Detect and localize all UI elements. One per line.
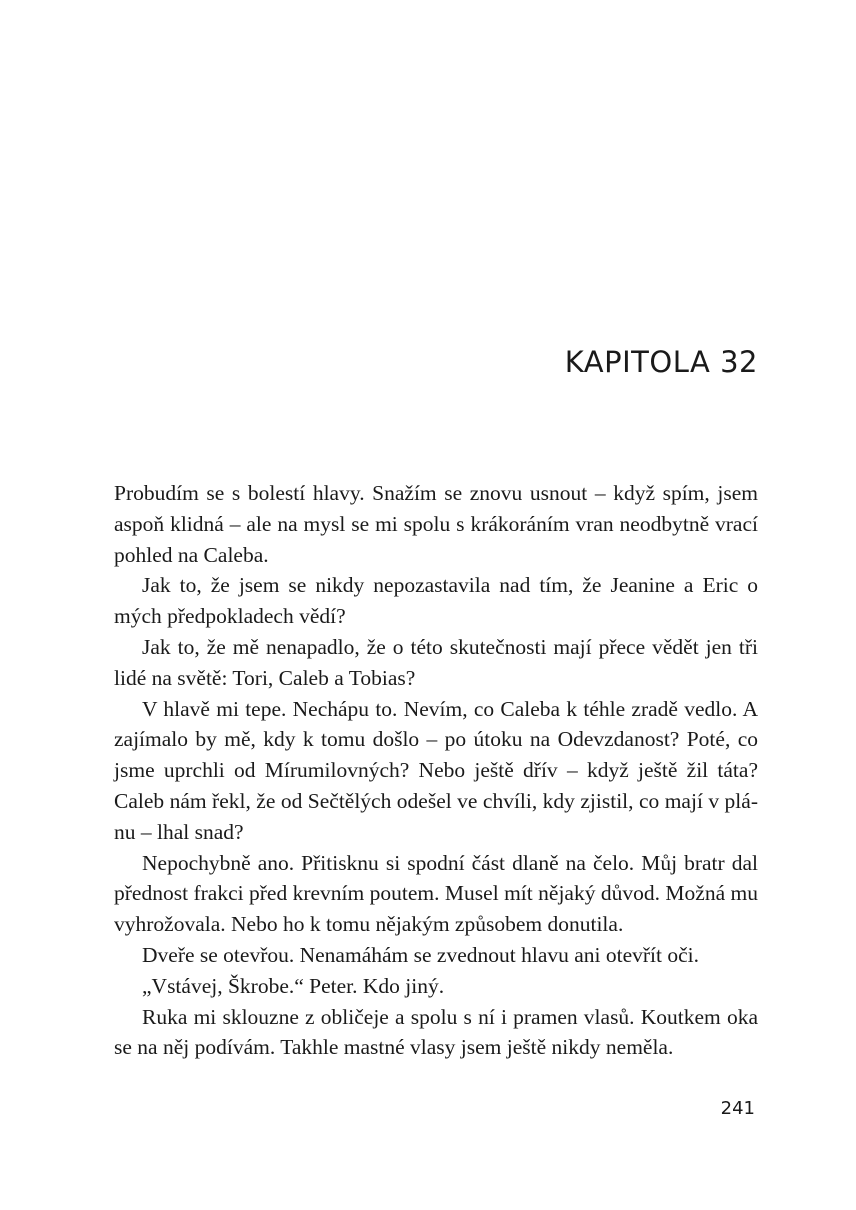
page-number: 241	[720, 1098, 755, 1119]
paragraph: Probudím se s bolestí hlavy. Snažím se znovu usnout – když spím, jsem aspoň klidná – ale na mysl se mi spolu s krákoráním vran neodbytně vrací pohled na Caleba.	[114, 481, 758, 567]
paragraph: Dveře se otevřou. Nenamáhám se zvednout hlavu ani otevřít oči.	[142, 942, 700, 967]
body-text	[114, 478, 758, 1063]
paragraph: Nepochybně ano. Přitisknu si spodní část dlaně na čelo. Můj bratr dal přednost frakci před krevním poutem. Musel mít nějaký důvod. Možná mu vyhrožovala. Nebo ho k tomu nějakým způsobem donutila.	[114, 850, 758, 937]
paragraph: Ruka mi sklouzne z obličeje a spolu s ní i pramen vlasů. Koutkem oka se na něj podívám. Takhle mastné vlasy jsem ještě nikdy neměla.	[114, 1004, 758, 1060]
paragraph: Jak to, že mě nenapadlo, že o této skutečnosti mají přece vědět jen tři lidé na světě: Tori, Caleb a Tobias?	[114, 634, 758, 690]
chapter-title: KAPITOLA 32	[564, 345, 758, 379]
paragraph: „Vstávej, Škrobe.“ Peter. Kdo jiný.	[142, 973, 445, 998]
paragraph: V hlavě mi tepe. Nechápu to. Nevím, co Caleba k téhle zradě vedlo. A zajímalo by mě, kdy k tomu došlo – po útoku na Odevzdanost? Poté, co jsme uprchli od Mírumilovných? Nebo ještě dřív – když ještě žil táta? Caleb nám řekl, že od Sečtělých odešel ve chvíli, kdy zjistil, co mají v plánu – lhal snad?	[114, 696, 758, 844]
paragraph: Jak to, že jsem se nikdy nepozastavila nad tím, že Jeanine a Eric o mých předpokladech vědí?	[114, 573, 758, 629]
